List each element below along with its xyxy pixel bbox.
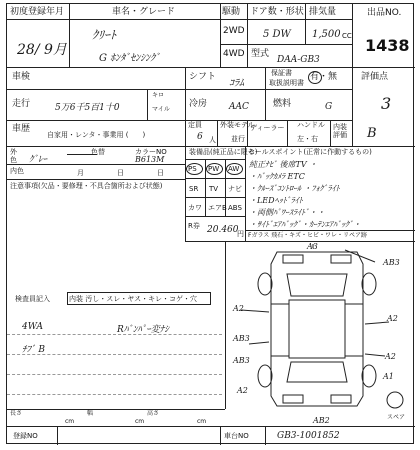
mark-a2-left: A2	[233, 304, 244, 313]
remarks-title: 注意事項(欠品・要修理・不具合箇所および状態)	[10, 182, 163, 190]
auction-sheet: 初度登録年月 28/ 9月 車名・グレード ｸﾘｰﾄ G ﾎﾝﾀﾞｾﾝｼﾝｸﾞ 駆動 2WD 4WD ドア数・形状 5 DW 排気量 1,500 CC 型式 DAA-GB3 出品NO. 1438 車検 シフト ｺﾗﾑ 保証書 取扱説明書 有・無 評価点 3 走行 5万6千5百1十0 キロ マイル 冷房 AAC 燃料 G 車歴 自家用・レンタ・事業用 ( ) 定員 6 人 外装モデル 並行 ディーラー ハンドル 左・右 内装評価 B 外色 ｸﾞﾚｰ 色替 カラーNO B613M 内色 月 日 日 注意事項(欠品・要修理・不具合箇所および状態) 装備品(純正品に限る) PS PW AW SR TV ナビ カワ エアB ABS R券 20.460 円 セールスポイント(正常に作動するもの) 純正ﾅﾋﾞ 後席TV ・ ・ﾊﾞｯｸｶﾒﾗ ETC ・ｸﾙｰｽﾞｺﾝﾄﾛｰﾙ ・ﾌｫｸﾞﾗｲﾄ ・LEDﾍｯﾄﾞﾗｲﾄ ・両側ﾊﾟﾜｰｽﾗｲﾄﾞ・・ ・ｻｲﾄﾞｴｱﾊﾞｯｸﾞ・ｶｰﾃﾝｴｱﾊﾞｯｸﾞ・ Fガラス 飛石・キズ・ヒビ・ワレ・リペア跡 検査員記入 内装 汚し・スレ・ヤス・キレ・コゲ・穴 4WA Rﾊﾞﾝﾊﾟｰ変ﾅｼ ﾁﾌﾞ B A3 AB3 A2 A2 AB3 AB2 A2 A2 A1 AB3 スペア 長さ cm 幅 cm 高さ cm 登録NO 車台NO GB3-1001852	[6, 3, 414, 444]
mark-ab3-left-rear: AB3	[233, 356, 250, 365]
rear-window	[287, 362, 347, 382]
manual-label: 取扱説明書	[269, 79, 304, 87]
first-reg-label: 初度登録年月	[10, 7, 65, 17]
handle-label: ハンドル	[297, 121, 325, 129]
r-value: 20.460	[207, 225, 239, 235]
lot-label: 出品NO.	[367, 8, 402, 18]
warranty-value: 有・無	[310, 72, 338, 82]
mileage-value: 5万6千5百1十0	[55, 103, 120, 113]
length-label: 長さ	[10, 410, 23, 417]
mark-ab2-bottom: AB2	[313, 416, 330, 425]
interior-value: B	[367, 126, 377, 141]
shift-value: ｺﾗﾑ	[229, 78, 244, 89]
equip-tv: TV	[209, 185, 219, 193]
mark-a3-top: A3	[307, 242, 318, 251]
warranty-label: 保証書	[271, 69, 292, 77]
mark-a2-left-rear: A2	[237, 386, 248, 395]
equip-sr: SR	[189, 185, 199, 193]
fuel-label: 燃料	[273, 99, 292, 109]
reg-no-label: 登録NO	[13, 432, 38, 440]
interior-checks: 内装 汚し・スレ・ヤス・キレ・コゲ・穴	[69, 295, 198, 303]
name-grade-label: 車名・グレード	[112, 7, 176, 17]
color-no-value: B613M	[135, 155, 165, 164]
length-unit: cm	[65, 418, 75, 425]
selling-point-1: 純正ﾅﾋﾞ 後席TV ・	[249, 160, 318, 169]
ac-label: 冷房	[189, 99, 208, 109]
doors-value: 5 DW	[263, 29, 291, 40]
color-arrow	[67, 154, 97, 155]
first-reg-value: 28/ 9月	[17, 42, 67, 58]
km-unit: キロ	[152, 92, 165, 99]
height-unit: cm	[197, 418, 207, 425]
wheel-front-left	[258, 273, 272, 295]
mark-a2-right-rear: A2	[385, 352, 396, 361]
car-outline	[271, 252, 363, 406]
dealer-label: ディーラー	[250, 124, 285, 132]
lot-number: 1438	[365, 36, 410, 55]
inspection-label: 車検	[12, 72, 31, 82]
model-label: 型式	[251, 49, 270, 59]
exterior-color-label: 外色	[10, 148, 17, 164]
wheel-rear-right	[362, 365, 376, 387]
model-value: DAA-GB3	[277, 55, 320, 65]
mark-a1-right: A1	[383, 372, 394, 381]
chassis-value: GB3-1001852	[277, 431, 340, 441]
mile-unit: マイル	[152, 106, 170, 113]
exterior-model-label: 外装モデル	[220, 121, 255, 129]
doors-label: ドア数・形状	[250, 7, 304, 17]
warranty-circle	[308, 71, 322, 84]
equip-airbag: エアB	[208, 204, 227, 212]
history-value: 自家用・レンタ・事業用 ( )	[47, 131, 146, 139]
width-unit: cm	[135, 418, 145, 425]
equip-abs: ABS	[228, 204, 242, 212]
equip-ps: PS	[188, 165, 197, 173]
fuel-value: G	[325, 102, 333, 112]
remark-line-1: 4WA	[22, 322, 44, 332]
wheel-rear-left	[258, 365, 272, 387]
displacement-value: 1,500	[312, 29, 341, 40]
car-grade: G ﾎﾝﾀﾞｾﾝｼﾝｸﾞ	[99, 53, 161, 64]
score-value: 3	[381, 94, 392, 113]
exterior-model-value: 並行	[231, 135, 245, 143]
spare-tire-icon	[387, 392, 403, 408]
selling-points-footer: Fガラス 飛石・キズ・ヒビ・ワレ・リペア跡	[248, 232, 367, 239]
capacity-label: 定員	[188, 121, 202, 129]
car-name: ｸﾘｰﾄ	[92, 28, 117, 42]
chassis-label: 車台NO	[224, 432, 249, 440]
drive-4wd: 4WD	[223, 49, 245, 59]
width-label: 幅	[87, 410, 94, 417]
equip-leather: カワ	[188, 204, 202, 212]
displacement-label: 排気量	[309, 7, 337, 17]
r-label: R券	[188, 222, 200, 230]
capacity-unit: 人	[209, 136, 216, 144]
interior-label: 内装評価	[333, 123, 347, 139]
equip-pw: PW	[208, 165, 220, 173]
inner-color-label: 内色	[10, 167, 24, 175]
mileage-label: 走行	[12, 99, 31, 109]
history-label: 車歴	[12, 124, 31, 134]
inspector-label: 検査員記入	[15, 295, 50, 303]
handle-value: 左・右	[297, 135, 318, 143]
color-change-label: 色替	[91, 148, 105, 156]
cc-unit: CC	[342, 32, 352, 40]
color-no-label: カラーNO	[135, 148, 167, 156]
mark-ab3-right: AB3	[383, 258, 400, 267]
wheel-front-right	[362, 273, 376, 295]
mark-a2-right: A2	[387, 314, 398, 323]
spare-label: スペア	[387, 414, 406, 421]
selling-point-2: ・ﾊﾞｯｸｶﾒﾗ ETC	[249, 172, 305, 181]
remark-line-2: ﾁﾌﾞ B	[22, 345, 45, 355]
selling-point-4: ・LEDﾍｯﾄﾞﾗｲﾄ	[249, 196, 303, 205]
equip-aw: AW	[228, 165, 240, 173]
drive-label: 駆動	[222, 7, 241, 17]
car-damage-diagram	[225, 244, 413, 416]
drive-2wd: 2WD	[223, 26, 245, 36]
equipment-title: 装備品(純正品に限る)	[189, 148, 258, 156]
remark-line-1b: Rﾊﾞﾝﾊﾟｰ変ﾅｼ	[117, 325, 169, 335]
height-label: 高さ	[147, 410, 160, 417]
shift-label: シフト	[189, 72, 217, 82]
equip-navi: ナビ	[228, 185, 242, 193]
score-label: 評価点	[361, 72, 389, 82]
front-windshield	[287, 274, 347, 296]
selling-point-3: ・ｸﾙｰｽﾞｺﾝﾄﾛｰﾙ ・ﾌｫｸﾞﾗｲﾄ	[249, 184, 340, 193]
roof	[289, 300, 345, 358]
ac-value: AAC	[229, 102, 249, 112]
mark-ab3-left: AB3	[233, 334, 250, 343]
capacity-value: 6	[197, 132, 203, 142]
selling-point-5: ・両側ﾊﾟﾜｰｽﾗｲﾄﾞ・・	[249, 208, 325, 217]
r-unit: 円	[237, 230, 244, 238]
exterior-color-value: ｸﾞﾚｰ	[29, 155, 48, 165]
selling-points-title: セールスポイント(正常に作動するもの)	[248, 148, 372, 156]
selling-point-6: ・ｻｲﾄﾞｴｱﾊﾞｯｸﾞ・ｶｰﾃﾝｴｱﾊﾞｯｸﾞ・	[249, 220, 361, 229]
